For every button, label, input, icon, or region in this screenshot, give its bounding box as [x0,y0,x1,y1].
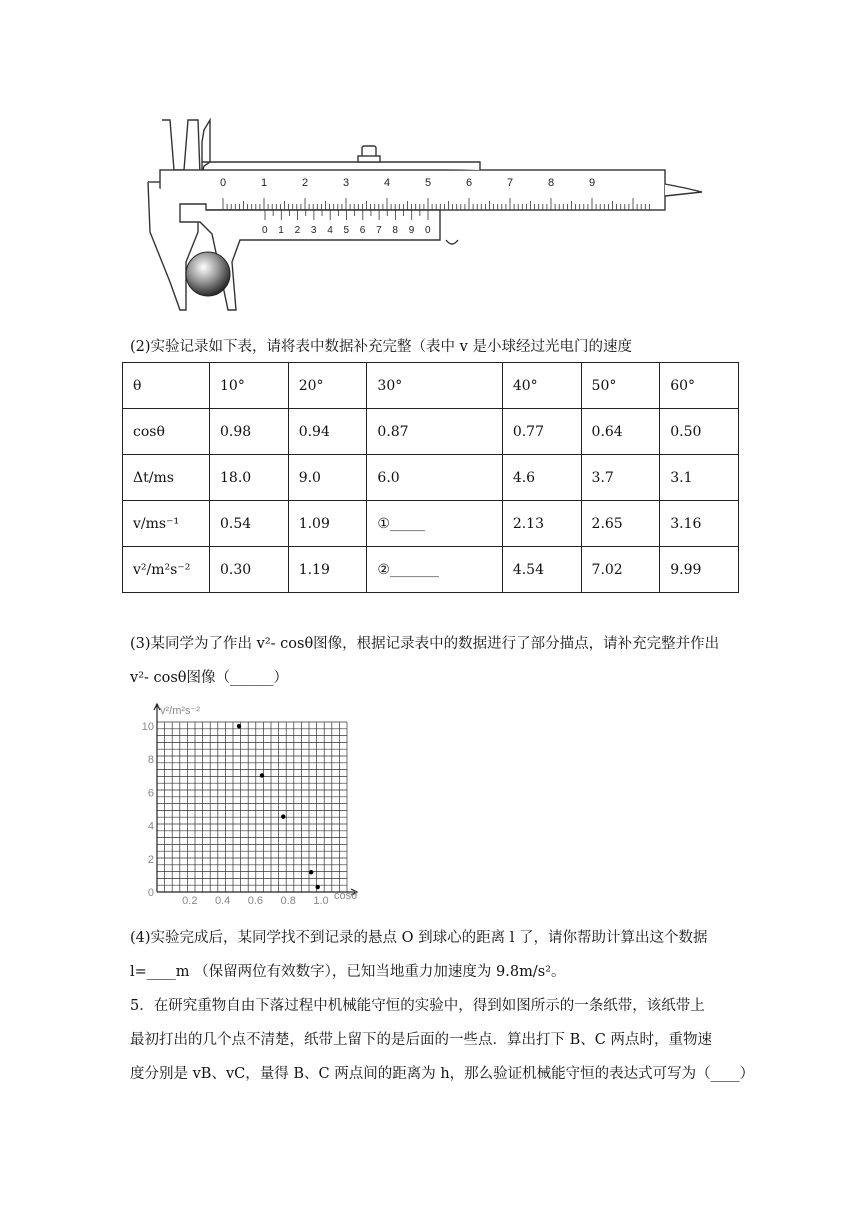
question-5-line2: 最初打出的几个点不清楚，纸带上留下的是后面的一些点．算出打下 B、C 两点时，重物速 [130,1032,712,1048]
table-cell: 50° [581,363,660,409]
row-header: cosθ [123,409,210,455]
table-cell: ①_____ [367,501,502,547]
data-point [281,814,285,818]
experiment-data-table [122,362,739,593]
vernier-caliper-figure [140,112,710,317]
y-tick-label: 10 [141,721,154,733]
table-cell: 3.1 [660,455,739,501]
table-cell: 18.0 [210,455,289,501]
table-cell: 4.54 [502,547,581,593]
vernier-label: 5 [343,225,350,236]
question-3-line2: v²- cosθ图像（______） [130,670,289,686]
table-row [123,501,739,547]
vernier-label: 9 [408,225,415,236]
vernier-label: 0 [262,225,268,236]
table-cell: 0.54 [210,501,289,547]
vernier-label: 3 [310,225,317,236]
table-cell: 9.99 [660,547,739,593]
main-scale-label: 9 [589,177,596,189]
table-cell: 10° [210,363,289,409]
y-axis [154,704,160,892]
main-scale-label: 6 [466,177,473,189]
table-cell: 30° [367,363,502,409]
vernier-label: 2 [294,225,301,236]
main-scale-label: 5 [425,177,432,189]
x-tick-label: 1.0 [313,895,329,907]
x-tick-label: 0.4 [214,895,231,907]
ball [186,252,230,296]
table-cell: 2.65 [581,501,660,547]
table-cell: 60° [660,363,739,409]
main-scale-label: 8 [548,177,555,189]
table-cell: 6.0 [367,455,502,501]
table-cell: 3.7 [581,455,660,501]
question-2-text: (2)实验记录如下表，请将表中数据补充完整（表中 v 是小球经过光电门的速度 [130,339,632,355]
question-5-line3: 度分别是 vB、vC，量得 B、C 两点间的距离为 h，那么验证机械能守恒的表达式可写为（____） [130,1066,755,1082]
table-cell: 20° [288,363,367,409]
table-cell: 40° [502,363,581,409]
vernier-label: 8 [392,225,398,236]
table-row [123,455,739,501]
y-tick-label: 6 [147,787,154,800]
table-cell: 1.09 [288,501,367,547]
data-point [260,773,264,777]
question-5-line1: 5．在研究重物自由下落过程中机械能守恒的实验中，得到如图所示的一条纸带，该纸带上 [130,998,705,1014]
main-scale-label: 3 [343,177,350,189]
main-scale-label: 4 [384,177,391,189]
y-axis-label: v²/m²s⁻² [160,705,201,717]
table-cell: 2.13 [502,501,581,547]
x-tick-label: 0.6 [247,895,264,907]
table-row [123,547,739,593]
table-cell: 3.16 [660,501,739,547]
vernier-label: 0 [425,225,431,236]
main-scale-label: 1 [261,177,268,189]
data-point [237,724,241,728]
table-cell: 7.02 [581,547,660,593]
table-cell: 0.77 [502,409,581,455]
data-point [316,885,320,889]
vernier-label: 4 [327,225,333,236]
row-header: Δt/ms [123,455,210,501]
vernier-label: 7 [376,225,382,236]
vernier-label: 1 [278,225,284,236]
y-tick-label: 2 [147,853,154,866]
question-4-line2: l=____m （保留两位有效数字），已知当地重力加速度为 9.8m/s²。 [130,964,566,980]
table-cell: 9.0 [288,455,367,501]
table-cell: 0.50 [660,409,739,455]
main-scale-label: 7 [507,177,514,189]
table-cell: 0.64 [581,409,660,455]
main-scale-label: 2 [302,177,309,189]
table-row [123,363,739,409]
vernier-label: 6 [359,225,366,236]
table-cell: 0.98 [210,409,289,455]
table-row [123,409,739,455]
y-tick-label: 4 [147,820,154,833]
question-4-line1: (4)实验完成后，某同学找不到记录的悬点 O 到球心的距离 l 了，请你帮助计算出这个数据 [130,930,708,946]
row-header: θ [123,363,210,409]
main-scale-label: 0 [220,177,227,189]
y-tick-label: 0 [147,887,154,899]
x-tick-label: 0.2 [182,895,198,907]
table-cell: 1.19 [288,547,367,593]
table-cell: 0.94 [288,409,367,455]
row-header: v²/m²s⁻² [123,547,210,593]
v2-costheta-graph [130,700,370,910]
table-cell: 4.6 [502,455,581,501]
table-cell: 0.30 [210,547,289,593]
y-tick-label: 8 [147,754,154,767]
question-3-line1: (3)某同学为了作出 v²- cosθ图像，根据记录表中的数据进行了部分描点，请补充完整并作出 [130,636,720,652]
table-cell: ②_______ [367,547,502,593]
row-header: v/ms⁻¹ [123,501,210,547]
data-point [309,870,313,874]
x-tick-label: 0.8 [280,895,296,907]
table-cell: 0.87 [367,409,502,455]
x-axis-label: cosθ [334,890,358,902]
